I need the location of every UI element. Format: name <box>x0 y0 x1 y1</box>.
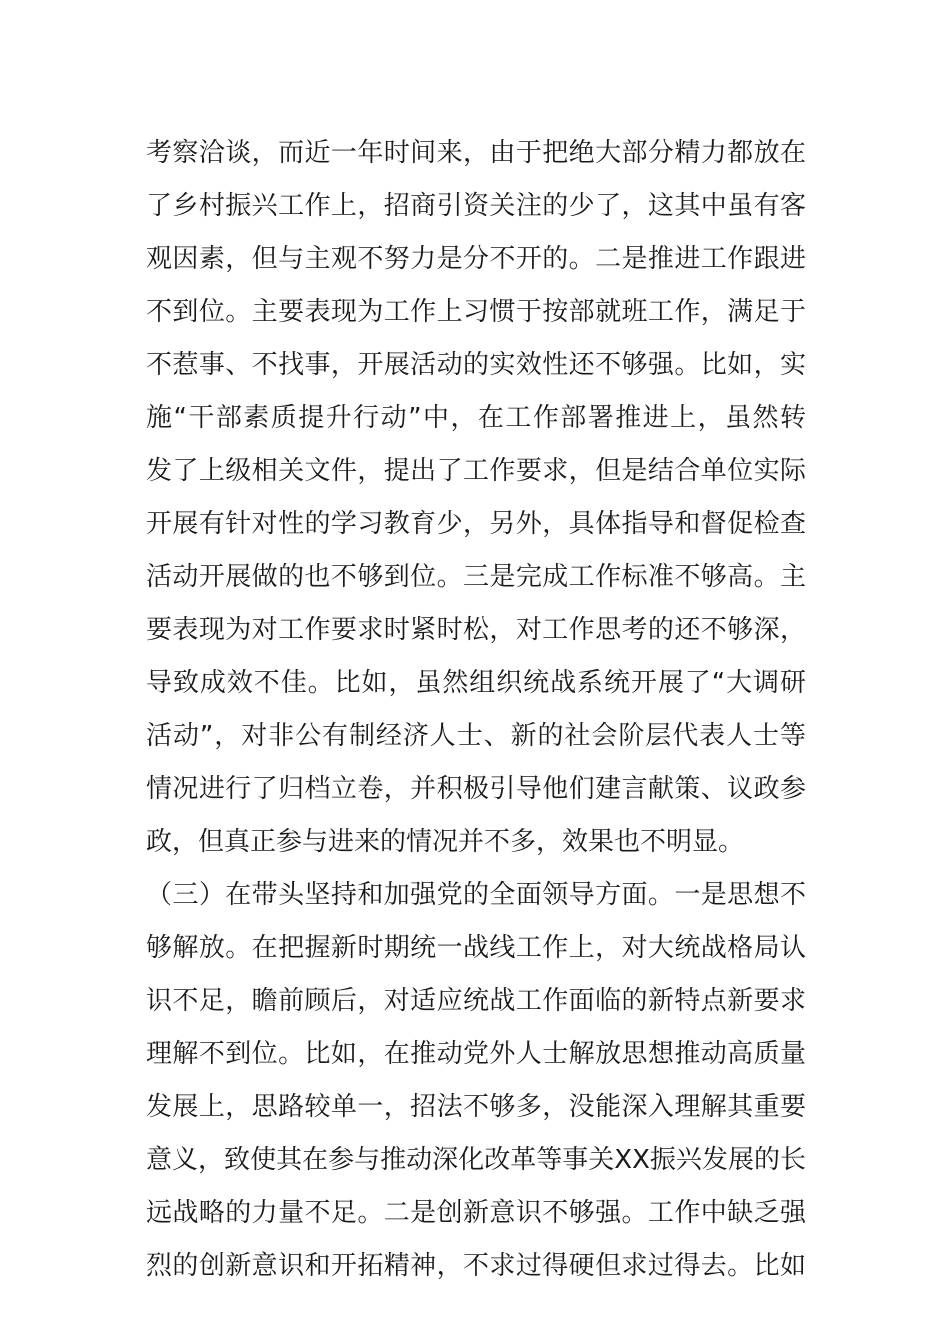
text-line: 考察洽谈，而近一年时间来，由于把绝大部分精力都放在 <box>146 138 806 168</box>
text-line: 发展上，思路较单一，招法不够多，没能深入理解其重要 <box>146 1092 806 1122</box>
text-line: （三）在带头坚持和加强党的全面领导方面。一是思想不 <box>146 880 806 910</box>
text-line: 远战略的力量不足。二是创新意识不够强。工作中缺乏强 <box>146 1198 806 1228</box>
text-line: 识不足，瞻前顾后，对适应统战工作面临的新特点新要求 <box>146 986 806 1016</box>
text-line: 意义，致使其在参与推动深化改革等事关XX振兴发展的长 <box>146 1145 806 1175</box>
text-line: 观因素，但与主观不努力是分不开的。二是推进工作跟进 <box>146 244 806 274</box>
text-line: 施“干部素质提升行动”中，在工作部署推进上，虽然转 <box>146 403 806 433</box>
text-line: 不到位。主要表现为工作上习惯于按部就班工作，满足于 <box>146 297 806 327</box>
text-line: 了乡村振兴工作上，招商引资关注的少了，这其中虽有客 <box>146 191 806 221</box>
text-line: 发了上级相关文件，提出了工作要求，但是结合单位实际 <box>146 456 806 486</box>
text-line: 导致成效不佳。比如，虽然组织统战系统开展了“大调研 <box>146 668 806 698</box>
text-line: 烈的创新意识和开拓精神，不求过得硬但求过得去。比如 <box>146 1251 806 1281</box>
text-line: 开展有针对性的学习教育少，另外，具体指导和督促检查 <box>146 509 806 539</box>
text-line: 活动”，对非公有制经济人士、新的社会阶层代表人士等 <box>146 721 806 751</box>
text-line: 活动开展做的也不够到位。三是完成工作标准不够高。主 <box>146 562 806 592</box>
text-line: 不惹事、不找事，开展活动的实效性还不够强。比如，实 <box>146 350 806 380</box>
text-line: 情况进行了归档立卷，并积极引导他们建言献策、议政参 <box>146 774 806 804</box>
text-line: 政，但真正参与进来的情况并不多，效果也不明显。 <box>146 827 745 857</box>
text-line: 要表现为对工作要求时紧时松，对工作思考的还不够深， <box>146 615 806 645</box>
body-text <box>146 127 806 1293</box>
text-line: 理解不到位。比如，在推动党外人士解放思想推动高质量 <box>146 1039 806 1069</box>
text-line: 够解放。在把握新时期统一战线工作上，对大统战格局认 <box>146 933 806 963</box>
